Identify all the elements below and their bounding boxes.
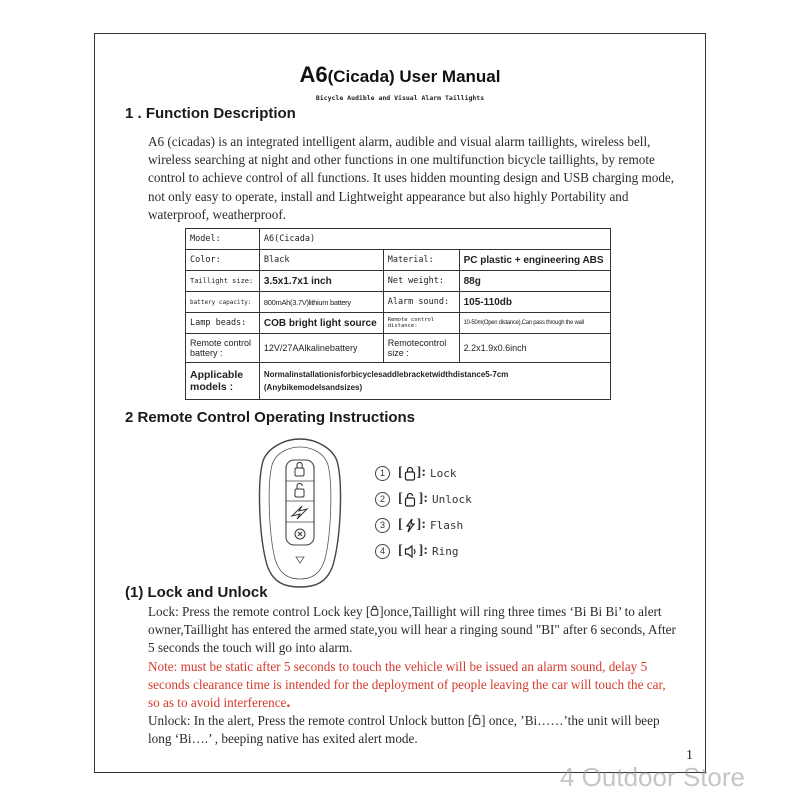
- lock-icon: [404, 466, 416, 481]
- table-row: [186, 334, 611, 363]
- manual-subtitle: Bicycle Audible and Visual Alarm Taillights: [315, 94, 485, 102]
- spec-label: Remote control distance:: [383, 313, 459, 334]
- flash-icon: [404, 518, 416, 533]
- spec-value: 10-50m(Open distance),Can pass through the wall: [459, 313, 610, 334]
- speaker-icon: [404, 544, 418, 559]
- subsection-heading: (1) Lock and Unlock: [125, 584, 268, 601]
- spec-value: PC plastic + engineering ABS: [459, 250, 610, 271]
- legend-unlock: 2 [ ]: Unlock: [375, 491, 472, 507]
- legend-ring: 4 [ ]: Ring: [375, 543, 459, 559]
- lock-paragraph: Lock: Press the remote control Lock key [ ]once,Taillight will ring three times ‘Bi Bi Bi’ to alert owner,Taillight has entered the armed state,you will hear a ringing sound "BI" after 6 seconds, After 5 seconds the touch will go into alarm.: [148, 604, 676, 656]
- table-row: [186, 250, 611, 271]
- note-paragraph: Note: must be static after 5 seconds to touch the vehicle will be issued an alarm sound, delay 5 seconds clearance time is intended for the deployment of people leaving the car will touch the car, so as to avoid interference.: [148, 658, 666, 712]
- section1-heading: 1 . Function Description: [125, 105, 296, 122]
- legend-number: 2: [375, 492, 390, 507]
- unlock-icon: [472, 714, 481, 725]
- spec-label: Material:: [383, 250, 459, 271]
- section2-heading: 2 Remote Control Operating Instructions: [125, 409, 416, 426]
- spec-label: Lamp beads:: [186, 313, 260, 334]
- spec-value: 105-110db: [459, 292, 610, 313]
- spec-label: Applicable models :: [186, 363, 260, 400]
- spec-label: Model:: [186, 229, 260, 250]
- spec-value: 800mAh(3.7V)lithium battery: [259, 292, 383, 313]
- legend-number: 3: [375, 518, 390, 533]
- legend-label: Unlock: [432, 492, 472, 506]
- legend-number: 4: [375, 544, 390, 559]
- table-row: [186, 271, 611, 292]
- spec-label: Taillight size:: [186, 271, 260, 292]
- spec-table: [185, 228, 611, 400]
- spec-label: Remote control battery :: [186, 334, 260, 363]
- spec-value: COB bright light source: [259, 313, 383, 334]
- remote-control-illustration: [255, 437, 345, 590]
- spec-value: Normalinstallationisforbicyclesaddlebracketwidthdistance5-7cm (Anybikemodelsandsizes): [259, 363, 610, 400]
- spec-label: battery capacity:: [186, 292, 260, 313]
- spec-value: 3.5x1.7x1 inch: [259, 271, 383, 292]
- legend-label: Ring: [432, 544, 459, 558]
- spec-label: Remotecontrol size :: [383, 334, 459, 363]
- spec-value: 12V/27AAlkalinebattery: [259, 334, 383, 363]
- spec-value: 88g: [459, 271, 610, 292]
- legend-label: Flash: [430, 518, 464, 532]
- manual-title: A6(Cicada) User Manual: [299, 62, 501, 87]
- table-row: [186, 363, 611, 400]
- legend-label: Lock: [430, 466, 457, 480]
- unlock-paragraph: Unlock: In the alert, Press the remote control Unlock button [ ] once, ’Bi……’the unit will beep long ‘Bi….’ , beeping native has exited alert mode.: [148, 713, 660, 747]
- page-number: 1: [686, 748, 693, 763]
- spec-label: Net weight:: [383, 271, 459, 292]
- spec-label: Color:: [186, 250, 260, 271]
- table-row: [186, 292, 611, 313]
- lock-instructions: [148, 603, 678, 749]
- spec-value: Black: [259, 250, 383, 271]
- lock-icon: [370, 605, 379, 616]
- table-row: [186, 229, 611, 250]
- spec-value: 2.2x1.9x0.6inch: [459, 334, 610, 363]
- spec-value: A6(Cicada): [259, 229, 610, 250]
- legend-number: 1: [375, 466, 390, 481]
- legend-lock: 1 [ ]: Lock: [375, 465, 457, 481]
- legend-flash: 3 [ ]: Flash: [375, 517, 463, 533]
- spec-label: Alarm sound:: [383, 292, 459, 313]
- table-row: [186, 313, 611, 334]
- watermark: 4 Outdoor Store: [560, 762, 745, 792]
- unlock-icon: [404, 492, 418, 507]
- function-description: A6 (cicadas) is an integrated intelligent alarm, audible and visual alarm taillights, wireless bell, wireless searching at night and other functions in one multifunction bicycle taillights, by remote control to achieve control of all functions. It uses hidden mounting design and USB charging mode, not only easy to operate, install and Lightweight appearance but also highly Portability and waterproof, weatherproof.: [148, 134, 675, 222]
